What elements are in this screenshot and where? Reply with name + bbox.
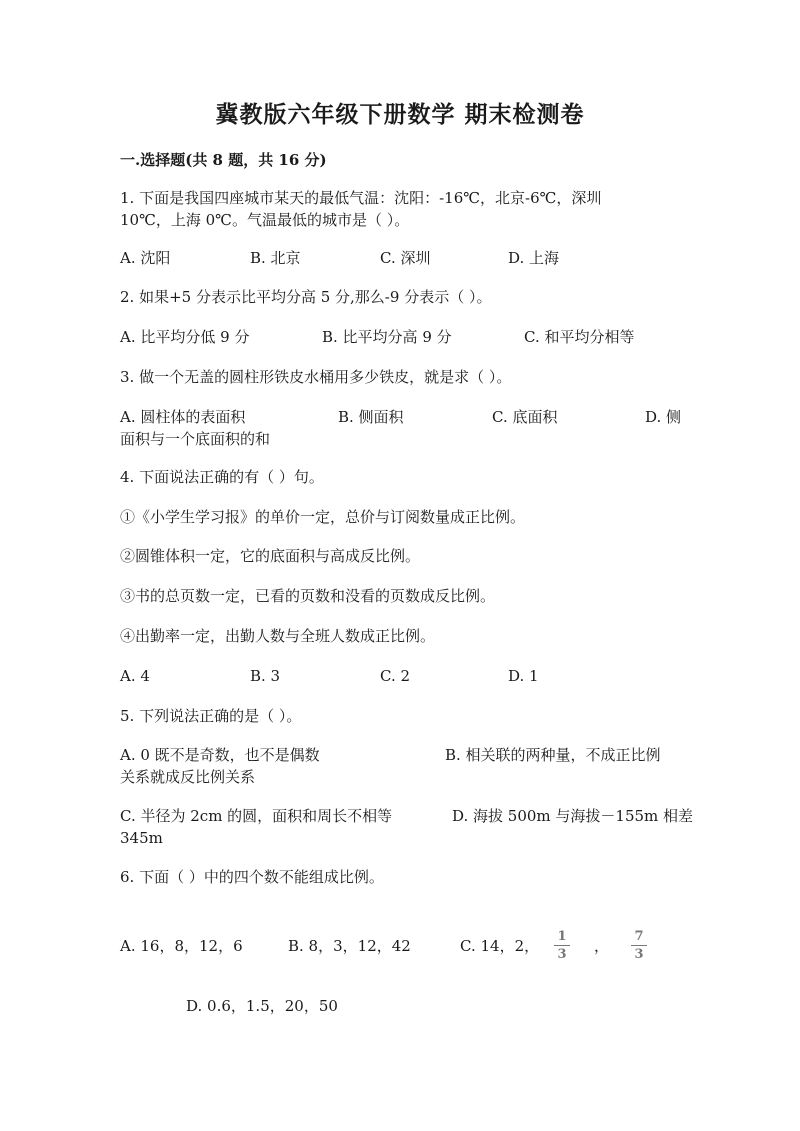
statement-4: ④出勤率一定，出勤人数与全班人数成正比例。 xyxy=(120,627,436,645)
option-b-continued: 关系就成反比例关系 xyxy=(120,768,256,786)
statement-2: ②圆锥体积一定，它的底面积与高成反比例。 xyxy=(120,547,421,565)
option-a: A. 比平均分低 9 分 xyxy=(120,328,250,346)
option-c-separator: ， xyxy=(594,937,610,955)
option-c: C. 半径为 2cm 的圆，面积和周长不相等 xyxy=(120,807,393,825)
option-b: B. 北京 xyxy=(250,249,301,267)
option-d: D. 侧 xyxy=(645,408,682,426)
fraction-bar xyxy=(631,945,647,946)
option-c: C. 2 xyxy=(380,667,411,685)
page-title: 冀教版六年级下册数学 期末检测卷 xyxy=(215,101,585,128)
option-a: A. 0 既不是奇数，也不是偶数 xyxy=(120,746,320,764)
fraction-numerator: 7 xyxy=(634,929,644,944)
question-text: 6. 下面（ ）中的四个数不能组成比例。 xyxy=(120,868,384,886)
option-b: B. 比平均分高 9 分 xyxy=(322,328,452,346)
fraction-denominator: 3 xyxy=(634,947,644,962)
section-heading: 一.选择题(共 8 题，共 16 分) xyxy=(120,151,327,169)
option-a: A. 16，8，12，6 xyxy=(120,937,243,955)
option-b: B. 侧面积 xyxy=(338,408,404,426)
option-b: B. 相关联的两种量，不成正比例 xyxy=(445,746,661,764)
option-d: D. 0.6，1.5，20，50 xyxy=(186,997,338,1015)
option-d: D. 海拔 500m 与海拔－155m 相差 xyxy=(452,807,694,825)
option-a: A. 圆柱体的表面积 xyxy=(120,408,246,426)
option-c: C. 深圳 xyxy=(380,249,431,267)
option-a: A. 沈阳 xyxy=(120,249,171,267)
statement-3: ③书的总页数一定，已看的页数和没看的页数成反比例。 xyxy=(120,587,496,605)
question-text: 1. 下面是我国四座城市某天的最低气温：沈阳：-16℃，北京-6℃，深圳 xyxy=(120,189,602,207)
question-text: 4. 下面说法正确的有（ ）句。 xyxy=(120,468,324,486)
option-b: B. 8，3，12，42 xyxy=(288,937,411,955)
fraction-seven-thirds xyxy=(629,929,649,962)
fraction-bar xyxy=(554,945,570,946)
question-text: 10℃，上海 0℃。气温最低的城市是（ ）。 xyxy=(120,211,410,229)
option-c: C. 14，2， xyxy=(460,937,540,955)
statement-1: ①《小学生学习报》的单价一定，总价与订阅数量成正比例。 xyxy=(120,508,526,526)
question-text: 3. 做一个无盖的圆柱形铁皮水桶用多少铁皮，就是求（ ）。 xyxy=(120,368,512,386)
question-text: 5. 下列说法正确的是（ ）。 xyxy=(120,707,302,725)
option-c: C. 和平均分相等 xyxy=(524,328,635,346)
option-d: D. 上海 xyxy=(508,249,560,267)
fraction-numerator: 1 xyxy=(557,929,567,944)
option-d-continued: 345m xyxy=(120,829,163,847)
fraction-one-third xyxy=(552,929,572,962)
fraction-denominator: 3 xyxy=(557,947,567,962)
question-text: 2. 如果+5 分表示比平均分高 5 分,那么-9 分表示（ ）。 xyxy=(120,288,492,306)
option-d-continued: 面积与一个底面积的和 xyxy=(120,430,271,448)
option-a: A. 4 xyxy=(120,667,150,685)
option-c: C. 底面积 xyxy=(492,408,558,426)
option-d: D. 1 xyxy=(508,667,539,685)
option-b: B. 3 xyxy=(250,667,281,685)
